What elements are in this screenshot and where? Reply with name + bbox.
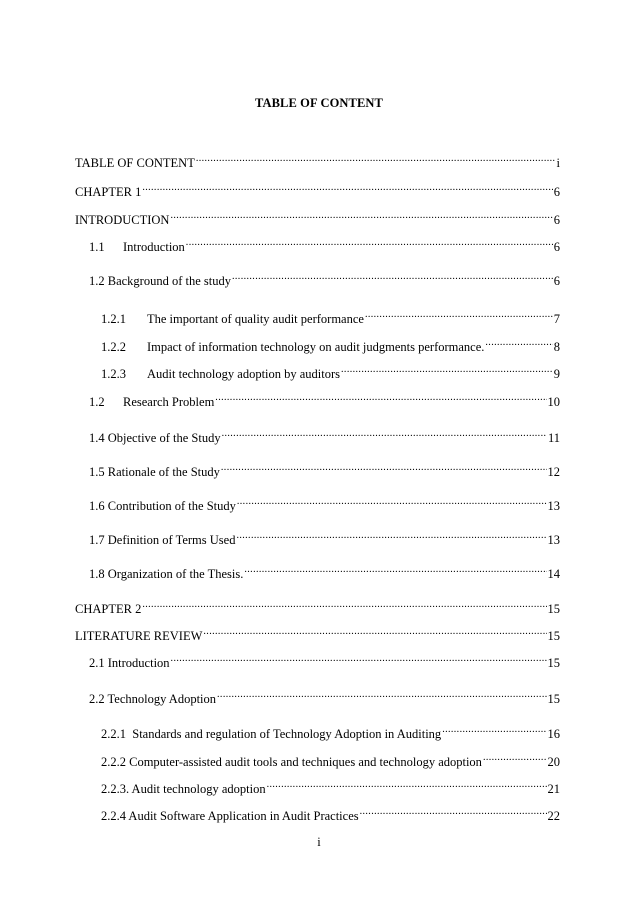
dot-leader: [203, 628, 546, 640]
toc-entry-page: i: [556, 156, 560, 170]
dot-leader: [170, 212, 552, 224]
dot-leader: [221, 464, 547, 476]
toc-entry-page: 11: [547, 431, 560, 445]
toc-entry-1-2-1[interactable]: [101, 311, 560, 327]
toc-entry-page: 15: [547, 629, 560, 643]
toc-entry-label: LITERATURE REVIEW: [75, 629, 203, 643]
toc-entry-page: 6: [553, 240, 560, 254]
toc-entry-1-1[interactable]: [89, 239, 560, 255]
toc-entry-label: 2.2 Technology Adoption: [89, 692, 217, 706]
toc-entry-label: 1.4 Objective of the Study: [89, 431, 221, 445]
dot-leader: [217, 691, 546, 703]
toc-entry-research-problem[interactable]: [89, 394, 560, 410]
toc-entry-number: 1.2: [89, 395, 105, 409]
toc-entry-page: 22: [547, 809, 560, 823]
dot-leader: [237, 498, 547, 510]
toc-entry-page: 15: [547, 656, 560, 670]
dot-leader: [244, 566, 546, 578]
toc-entry-page: 14: [547, 567, 560, 581]
toc-entry-label: 1.2 Background of the study: [89, 274, 231, 288]
toc-entry-1-2-background[interactable]: [89, 273, 560, 289]
toc-entry-number: 1.2.1: [101, 312, 126, 326]
toc-entry-1-4[interactable]: [89, 430, 560, 446]
page-number: i: [317, 835, 321, 849]
toc-entry-label: INTRODUCTION: [75, 213, 170, 227]
toc-entry-page: 9: [553, 367, 560, 381]
dot-leader: [171, 655, 547, 667]
page-title: TABLE OF CONTENT: [254, 96, 383, 110]
toc-entry-label: Audit technology adoption by auditors: [147, 367, 341, 381]
toc-entry-2-2-1[interactable]: [101, 726, 560, 742]
toc-entry-page: 7: [553, 312, 560, 326]
toc-entry-1-8[interactable]: [89, 566, 560, 582]
dot-leader: [232, 273, 553, 285]
toc-entry-label: CHAPTER 1: [75, 185, 142, 199]
toc-entry-label: Introduction: [123, 240, 185, 254]
toc-entry-label: 1.6 Contribution of the Study: [89, 499, 236, 513]
dot-leader: [267, 781, 547, 793]
dot-leader: [341, 366, 553, 378]
toc-entry-introduction[interactable]: [75, 212, 560, 228]
toc-entry-number: 1.1: [89, 240, 105, 254]
toc-entry-number: 1.2.3: [101, 367, 126, 381]
toc-entry-toc[interactable]: [75, 155, 560, 171]
toc-entry-label: 1.5 Rationale of the Study: [89, 465, 220, 479]
toc-entry-page: 15: [547, 692, 560, 706]
toc-entry-label: 2.2.1 Standards and regulation of Technology Adoption in Auditing: [101, 727, 442, 741]
toc-entry-label: 2.1 Introduction: [89, 656, 170, 670]
toc-entry-page: 20: [547, 755, 560, 769]
toc-entry-1-6[interactable]: [89, 498, 560, 514]
toc-entry-page: 6: [553, 274, 560, 288]
toc-entry-2-2-2[interactable]: [101, 754, 560, 770]
dot-leader: [485, 339, 552, 351]
toc-entry-page: 13: [547, 533, 560, 547]
toc-entry-1-7[interactable]: [89, 532, 560, 548]
dot-leader: [365, 311, 553, 323]
toc-entry-page: 10: [547, 395, 560, 409]
dot-leader: [236, 532, 546, 544]
toc-entry-label: CHAPTER 2: [75, 602, 142, 616]
toc-entry-label: 1.7 Definition of Terms Used: [89, 533, 236, 547]
toc-entry-page: 21: [547, 782, 560, 796]
dot-leader: [196, 155, 556, 167]
toc-entry-label: Impact of information technology on audit judgments performance.: [147, 340, 485, 354]
dot-leader: [142, 601, 546, 613]
dot-leader: [186, 239, 553, 251]
dot-leader: [215, 394, 546, 406]
dot-leader: [142, 184, 552, 196]
toc-entry-2-2-4[interactable]: [101, 808, 560, 824]
toc-entry-literature-review[interactable]: [75, 628, 560, 644]
toc-entry-page: 16: [547, 727, 560, 741]
toc-entry-number: 1.2.2: [101, 340, 126, 354]
toc-entry-2-2-3[interactable]: [101, 781, 560, 797]
dot-leader: [360, 808, 547, 820]
dot-leader: [222, 430, 547, 442]
toc-entry-page: 6: [553, 213, 560, 227]
dot-leader: [442, 726, 546, 738]
toc-entry-1-2-3[interactable]: [101, 366, 560, 382]
toc-entry-chapter-2[interactable]: [75, 601, 560, 617]
toc-entry-1-2-2[interactable]: [101, 339, 560, 355]
toc-entry-2-2[interactable]: [89, 691, 560, 707]
toc-entry-label: TABLE OF CONTENT: [75, 156, 195, 170]
toc-entry-label: Research Problem: [123, 395, 215, 409]
toc-entry-2-1[interactable]: [89, 655, 560, 671]
toc-entry-label: 2.2.3. Audit technology adoption: [101, 782, 266, 796]
toc-entry-label: 1.8 Organization of the Thesis.: [89, 567, 244, 581]
dot-leader: [483, 754, 547, 766]
toc-entry-page: 8: [553, 340, 560, 354]
toc-entry-page: 13: [547, 499, 560, 513]
toc-entry-label: 2.2.2 Computer-assisted audit tools and techniques and technology adoption: [101, 755, 482, 769]
toc-entry-chapter-1[interactable]: [75, 184, 560, 200]
toc-entry-page: 6: [553, 185, 560, 199]
toc-entry-label: 2.2.4 Audit Software Application in Audit Practices: [101, 809, 359, 823]
toc-entry-page: 15: [547, 602, 560, 616]
toc-entry-1-5[interactable]: [89, 464, 560, 480]
toc-entry-page: 12: [547, 465, 560, 479]
toc-entry-label: The important of quality audit performance: [147, 312, 364, 326]
